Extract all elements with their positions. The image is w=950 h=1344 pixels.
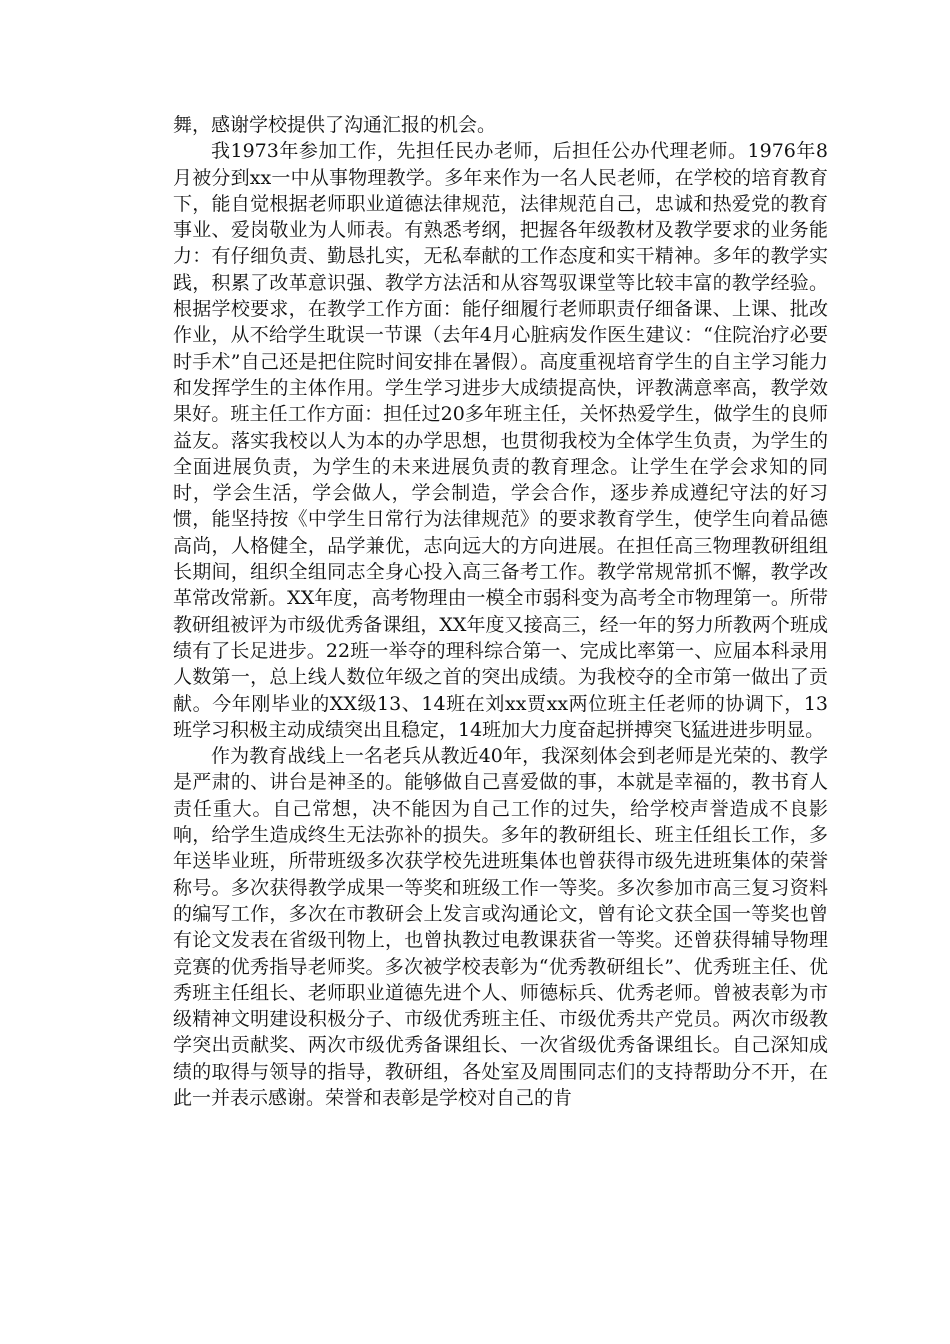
paragraph-continuation: 舞，感谢学校提供了沟通汇报的机会。 (173, 114, 497, 136)
paragraph-teaching-reflection: 作为教育战线上一名老兵从教近40年，我深刻体会到老师是光荣的、教学是严肃的、讲台是神圣的。能够做自己喜爱做的事，本就是幸福的，教书育人责任重大。自己常想，决不能因为自己工作的过失，给学校声誉造成不良影响，给学生造成终生无法弥补的损失。多年的教研组长、班主任组长工作，多年送毕业班，所带班级多次获学校先进班集体也曾获得市级先进班集体的荣誉称号。多次获得教学成果一等奖和班级工作一等奖。多次参加市高三复习资料的编写工作，多次在市教研会上发言或沟通论文，曾有论文获全国一等奖也曾有论文发表在省级刊物上，也曾执教过电教课获省一等奖。还曾获得辅导物理竞赛的优秀指导老师奖。多次被学校表彰为“优秀教研组长”、优秀班主任、优秀班主任组长、老师职业道德先进个人、师德标兵、优秀老师。曾被表彰为市级精神文明建设积极分子、市级优秀班主任、市级优秀共产党员。两次市级教学突出贡献奖、两次市级优秀备课组长、一次省级优秀备课组长。自己深知成绩的取得与领导的指导，教研组，各处室及周围同志们的支持帮助分不开，在此一并表示感谢。荣誉和表彰是学校对自己的肯 (173, 745, 828, 1109)
paragraph-career-history: 我1973年参加工作，先担任民办老师，后担任公办代理老师。1976年8月被分到xx一中从事物理教学。多年来作为一名人民老师，在学校的培育教育下，能自觉根据老师职业道德法律规范，法律规范自己，忠诚和热爱党的教育事业、爱岗敬业为人师表。有熟悉考纲，把握各年级教材及教学要求的业务能力：有仔细负责、勤恳扎实，无私奉献的工作态度和实干精神。多年的教学实践，积累了改革意识强、教学方法活和从容驾驭课堂等比较丰富的教学经验。根据学校要求，在教学工作方面：能仔细履行老师职责仔细备课、上课、批改作业，从不给学生耽误一节课（去年4月心脏病发作医生建议：“住院治疗必要时手术”自己还是把住院时间安排在暑假）。高度重视培育学生的自主学习能力和发挥学生的主体作用。学生学习进步大成绩提高快，评教满意率高，教学效果好。班主任工作方面：担任过20多年班主任，关怀热爱学生，做学生的良师益友。落实我校以人为本的办学思想，也贯彻我校为全体学生负责，为学生的全面进展负责，为学生的未来进展负责的教育理念。让学生在学会求知的同时，学会生活，学会做人，学会制造，学会合作，逐步养成遵纪守法的好习惯，能坚持按《中学生日常行为法律规范》的要求教育学生，使学生向着品德高尚，人格健全，品学兼优，志向远大的方向进展。在担任高三物理教研组组长期间，组织全组同志全身心投入高三备考工作。教学常规常抓不懈，教学改革常改常新。XX年度，高考物理由一模全市弱科变为高考全市物理第一。所带教研组被评为市级优秀备课组，XX年度又接高三，经一年的努力所教两个班成绩有了长足进步。22班一举夺的理科综合第一、完成比率第一、应届本科录用人数第一，总上线人数位年级之首的突出成绩。为我校夺的全市第一做出了贡献。今年刚毕业的XX级13、14班在刘xx贾xx两位班主任老师的协调下，13班学习积极主动成绩突出且稳定，14班加大力度奋起拼搏突飞猛进进步明显。 (173, 140, 828, 741)
body-text (173, 112, 828, 1111)
